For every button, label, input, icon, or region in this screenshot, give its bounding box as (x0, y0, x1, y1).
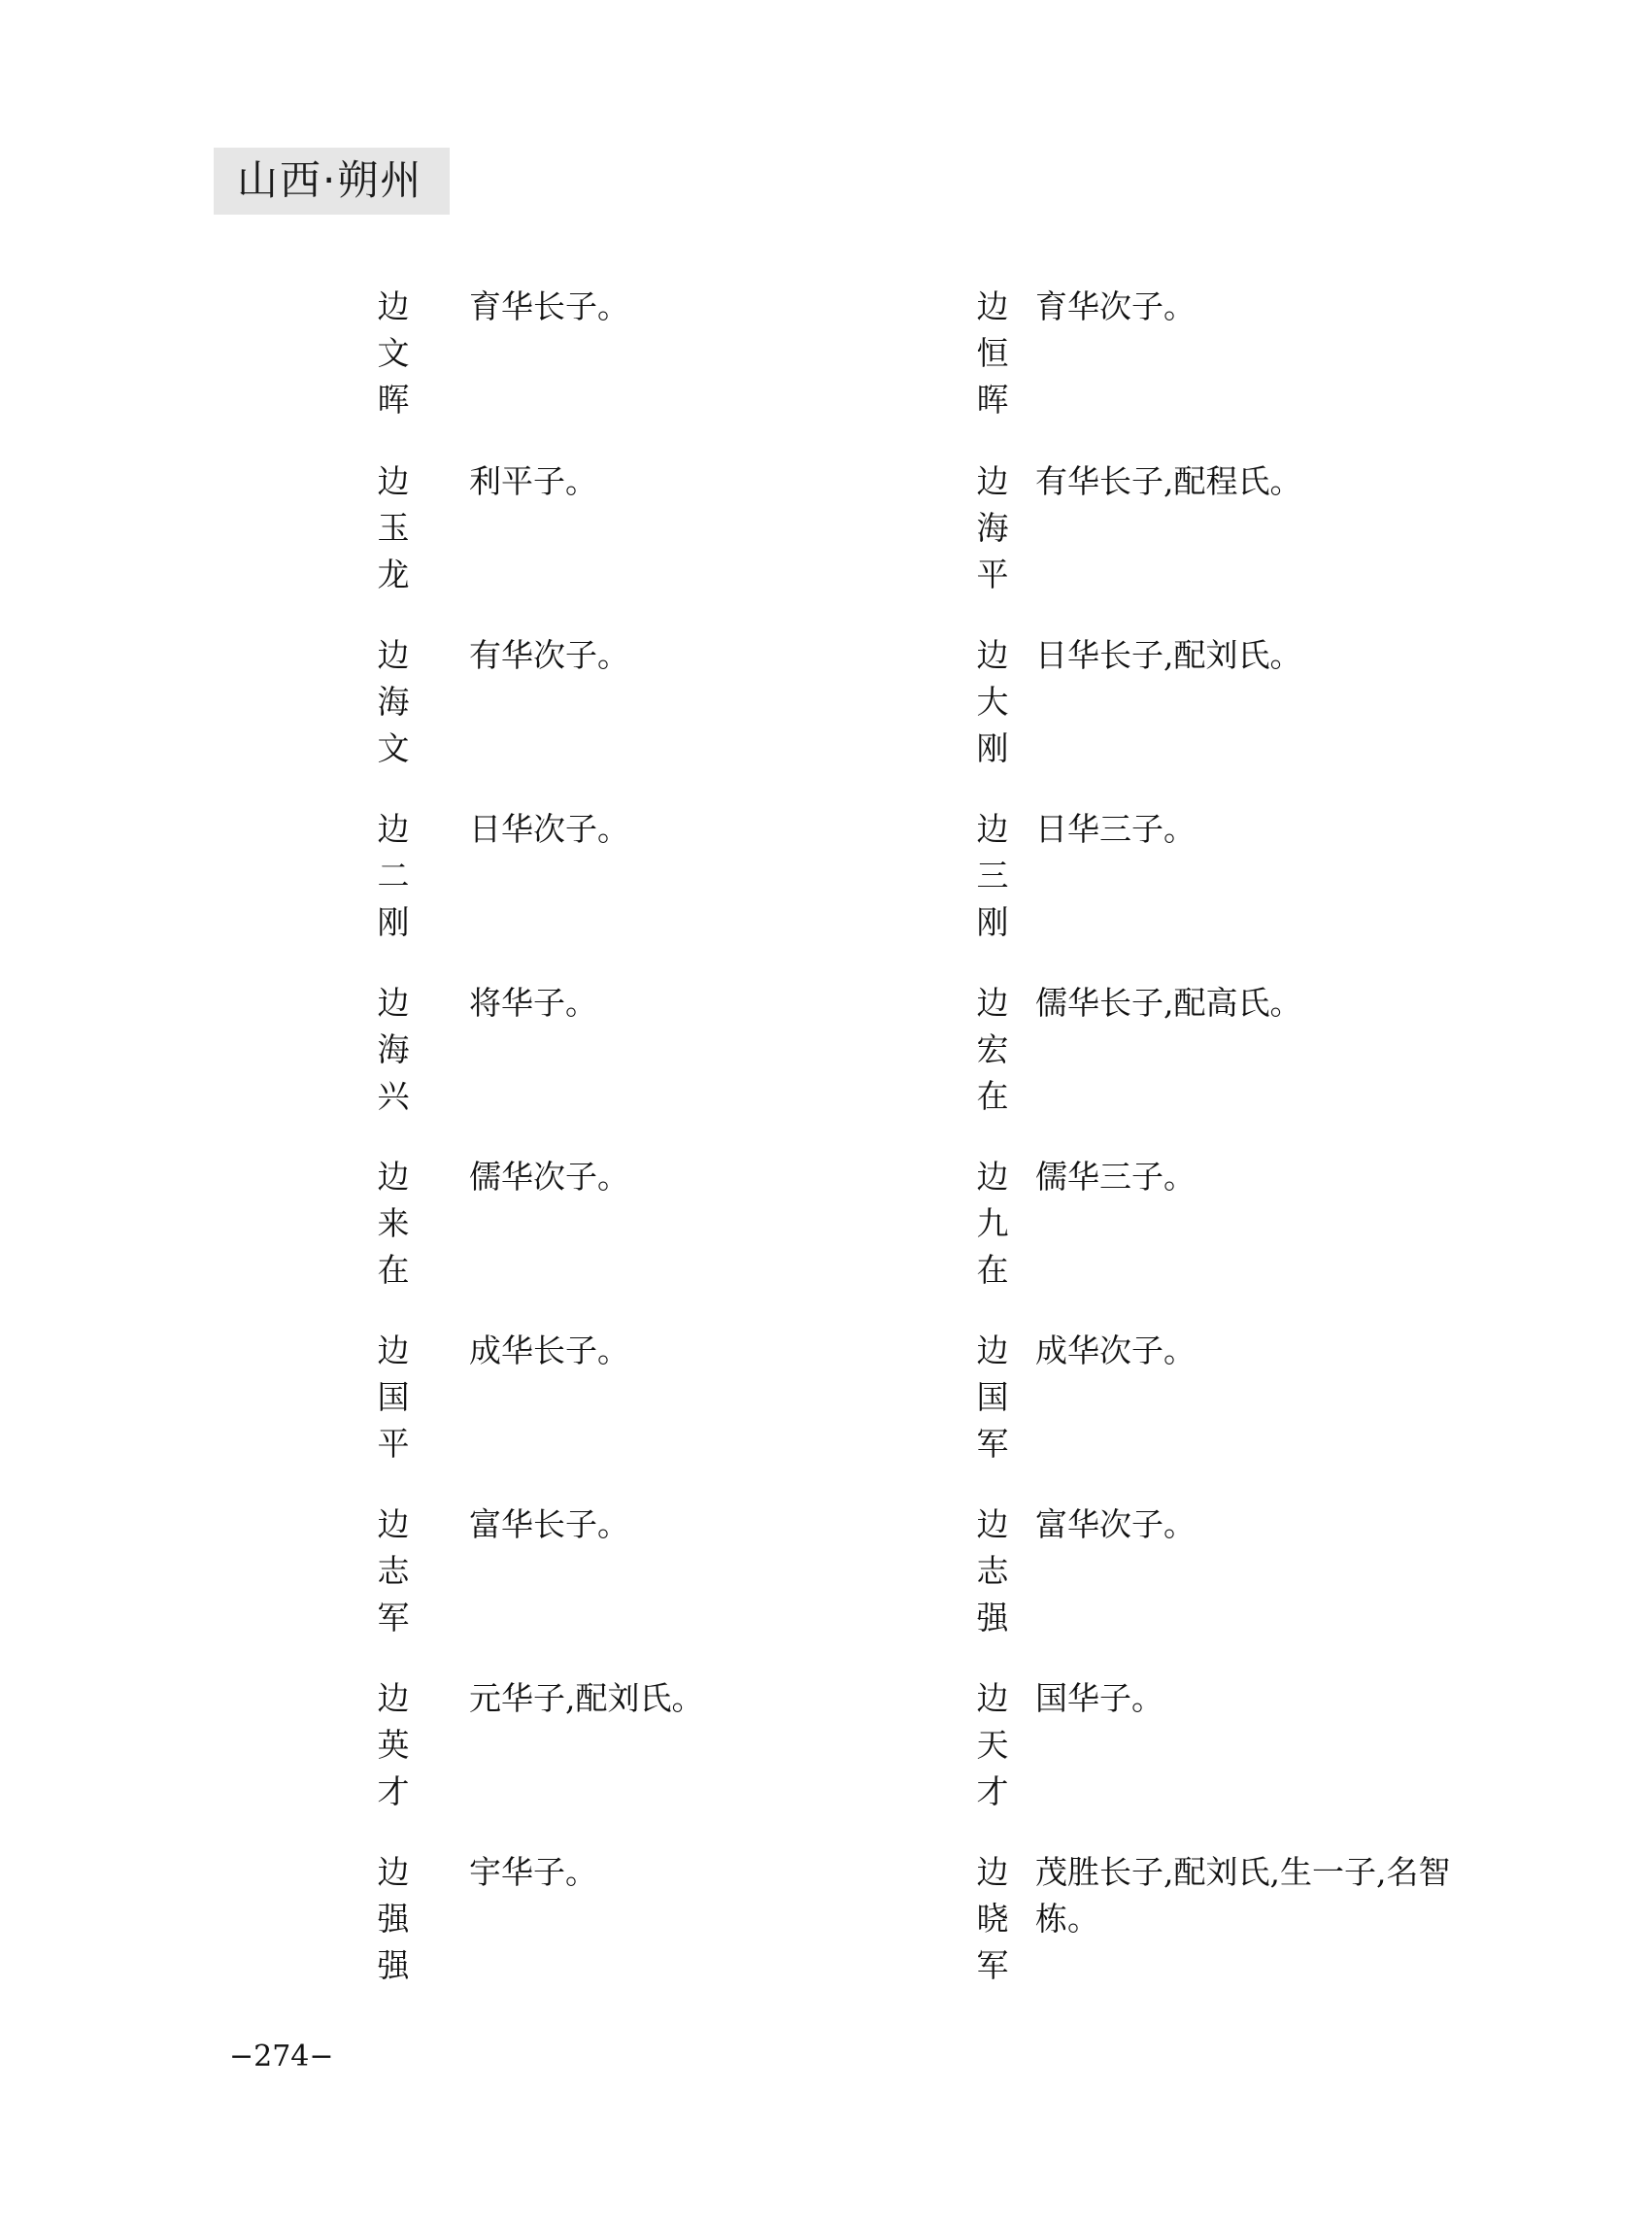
person-description: 利平子。 (469, 462, 597, 500)
person-description: 茂胜长子,配刘氏,生一子,名智栋。 (1035, 1853, 1451, 1938)
person-description: 成华次子。 (1035, 1332, 1196, 1369)
person-name: 边 志 强 (976, 1505, 1009, 1636)
person-name: 边 国 军 (976, 1332, 1009, 1463)
genealogy-entry (372, 806, 955, 952)
person-name: 边 恒 晖 (976, 287, 1009, 419)
person-description: 有华次子。 (469, 636, 629, 674)
person-name: 边 强 强 (377, 1853, 410, 1984)
genealogy-entry (372, 1154, 955, 1299)
genealogy-entry (971, 1849, 1476, 1995)
genealogy-entry (971, 458, 1476, 604)
genealogy-entry (372, 1675, 955, 1821)
person-description: 日华次子。 (469, 810, 629, 848)
person-name: 边 大 刚 (976, 636, 1009, 767)
person-description: 日华三子。 (1035, 810, 1196, 848)
person-name: 边 来 在 (377, 1158, 410, 1289)
person-description: 元华子,配刘氏。 (469, 1679, 704, 1717)
person-description: 国华子。 (1035, 1679, 1163, 1717)
person-description: 宇华子。 (469, 1853, 597, 1891)
genealogy-entry (971, 1501, 1476, 1647)
person-description: 将华子。 (469, 984, 597, 1022)
genealogy-entry (971, 980, 1476, 1126)
genealogy-entry (971, 1328, 1476, 1473)
person-name: 边 三 刚 (976, 810, 1009, 941)
genealogy-entry (971, 806, 1476, 952)
person-name: 边 二 刚 (377, 810, 410, 941)
person-description: 成华长子。 (469, 1332, 629, 1369)
person-description: 儒华三子。 (1035, 1158, 1196, 1196)
person-name: 边 海 平 (976, 462, 1009, 593)
person-name: 边 晓 军 (976, 1853, 1009, 1984)
genealogy-entry (372, 980, 955, 1126)
genealogy-entry (971, 1675, 1476, 1821)
person-name: 边 玉 龙 (377, 462, 410, 593)
genealogy-entry (372, 1501, 955, 1647)
genealogy-entry (971, 632, 1476, 778)
genealogy-entry (971, 1154, 1476, 1299)
person-name: 边 文 晖 (377, 287, 410, 419)
person-name: 边 九 在 (976, 1158, 1009, 1289)
person-name: 边 天 才 (976, 1679, 1009, 1810)
genealogy-entry (372, 632, 955, 778)
person-description: 富华次子。 (1035, 1505, 1196, 1543)
person-description: 育华长子。 (469, 287, 629, 325)
genealogy-entry (372, 284, 955, 429)
genealogy-entry (372, 1328, 955, 1473)
person-name: 边 海 文 (377, 636, 410, 767)
page-number: −274− (229, 2040, 334, 2074)
person-name: 边 国 平 (377, 1332, 410, 1463)
person-description: 儒华次子。 (469, 1158, 629, 1196)
person-name: 边 英 才 (377, 1679, 410, 1810)
person-description: 有华长子,配程氏。 (1035, 462, 1302, 500)
genealogy-entry (372, 458, 955, 604)
genealogy-entry (372, 1849, 955, 1995)
genealogy-entry (971, 284, 1476, 429)
person-description: 儒华长子,配高氏。 (1035, 984, 1302, 1022)
person-name: 边 海 兴 (377, 984, 410, 1115)
person-name: 边 宏 在 (976, 984, 1009, 1115)
running-header-title: 山西·朔州 (237, 156, 423, 204)
person-name: 边 志 军 (377, 1505, 410, 1636)
person-description: 富华长子。 (469, 1505, 629, 1543)
person-description: 育华次子。 (1035, 287, 1196, 325)
person-description: 日华长子,配刘氏。 (1035, 636, 1302, 674)
